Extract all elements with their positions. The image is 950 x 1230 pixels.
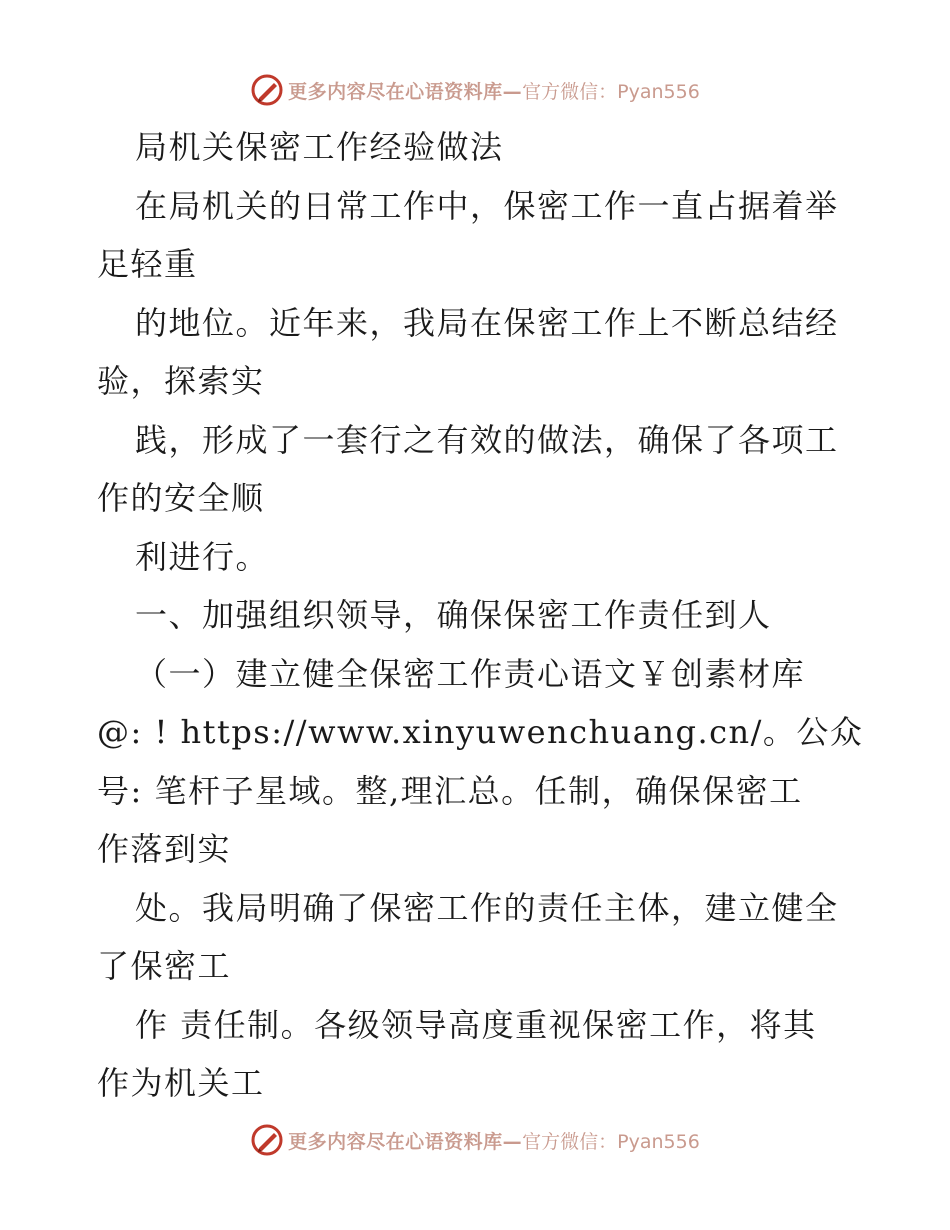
text-line: 作 责任制。各级领导高度重视保密工作，将其 — [135, 1005, 817, 1044]
text-line: 利进行。 — [135, 537, 270, 576]
text-line: 足轻重 — [97, 245, 198, 283]
text-line: 局机关保密工作经验做法 — [135, 128, 504, 166]
text-line: 在局机关的日常工作中，保密工作一直占据着举 — [135, 186, 839, 225]
banner-text: 更多内容尽在心语资料库— — [288, 80, 523, 103]
pen-logo-icon — [250, 1123, 284, 1157]
banner-wechat: 官方微信：Pyan556 — [522, 1130, 700, 1153]
document-body — [97, 118, 864, 1113]
pen-logo-icon — [250, 73, 284, 107]
text-line: 一、加强组织领导，确保保密工作责任到人 — [135, 596, 772, 634]
text-line: 处。我局明确了保密工作的责任主体，建立健全 — [135, 888, 839, 927]
footer-banner — [0, 1120, 950, 1160]
text-line: 了保密工 — [97, 947, 232, 985]
text-line: （一）建立健全保密工作责心语文￥创素材库 — [135, 654, 806, 693]
text-line: 号: 笔杆子星域。整,理汇总。任制，确保保密工 — [97, 771, 803, 810]
banner-wechat: 官方微信：Pyan556 — [522, 80, 700, 103]
text-line: 作的安全顺 — [97, 479, 265, 517]
header-banner — [0, 70, 950, 110]
text-line: 的地位。近年来，我局在保密工作上不断总结经 — [135, 303, 839, 342]
text-line: @: ! https://www.xinyuwenchuang.cn/。公众 — [97, 713, 864, 751]
text-line: 作落到实 — [97, 830, 232, 868]
banner-text: 更多内容尽在心语资料库— — [288, 1130, 523, 1153]
text-line: 践，形成了一套行之有效的做法，确保了各项工 — [135, 420, 839, 459]
text-line: 验，探索实 — [97, 362, 265, 400]
text-line: 作为机关工 — [97, 1064, 265, 1102]
